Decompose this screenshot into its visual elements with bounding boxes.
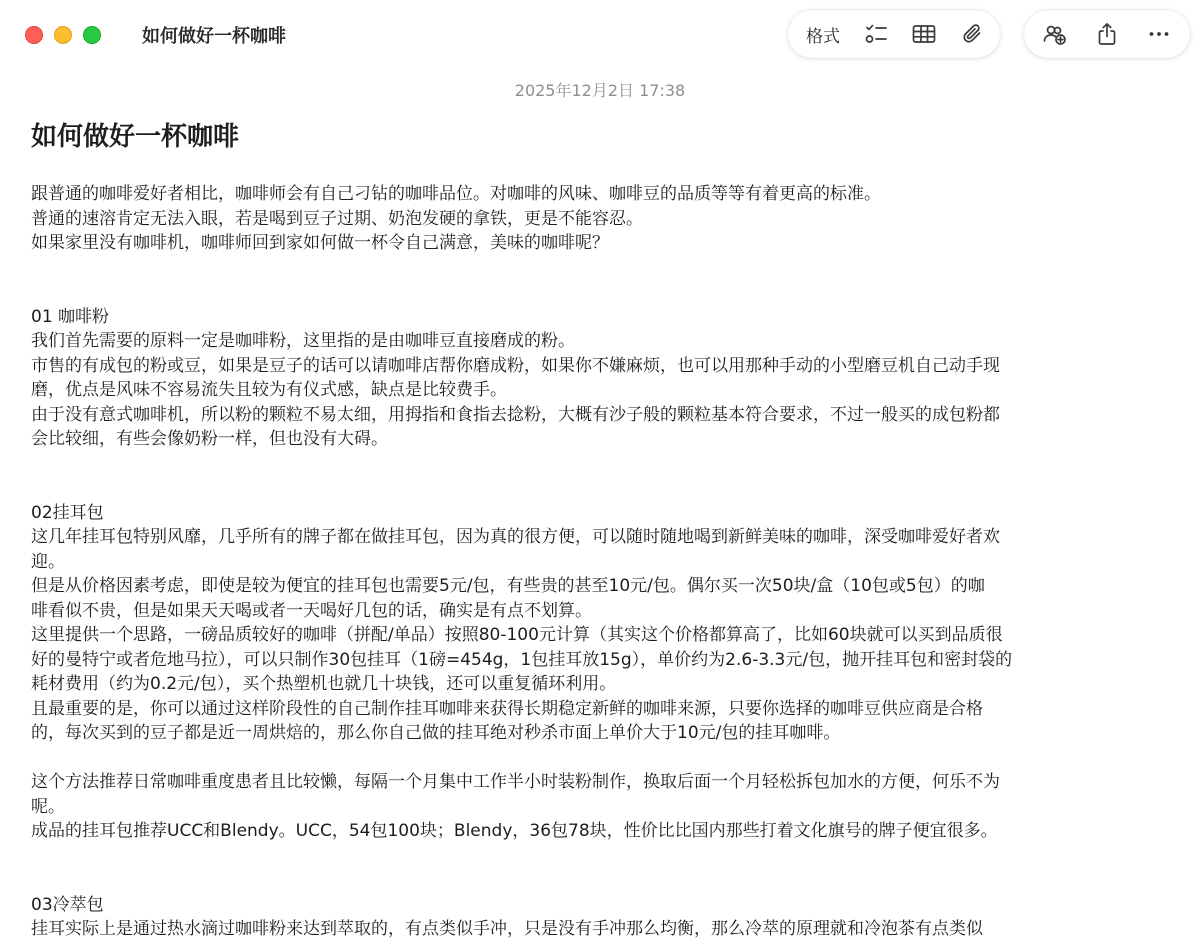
more-button[interactable] [1142, 17, 1176, 51]
toolbar-share-group [1024, 10, 1190, 58]
paragraph-line[interactable]: 耗材费用（约为0.2元/包），买个热塑机也就几十块钱，还可以重复循环利用。 [31, 674, 617, 694]
minimize-window-button[interactable] [54, 26, 72, 44]
collaborate-button[interactable] [1038, 17, 1072, 51]
section-heading[interactable]: 01 咖啡粉 [31, 306, 110, 327]
paragraph-line[interactable]: 且最重要的是，你可以通过这样阶段性的自己制作挂耳咖啡来获得长期稳定新鲜的咖啡来源，只要你选择的咖啡豆供应商是合格 [31, 698, 983, 719]
share-icon [1094, 21, 1120, 47]
attachment-icon [960, 21, 986, 47]
window-titlebar [0, 0, 1200, 68]
paragraph-line[interactable]: 这几年挂耳包特别风靡，几乎所有的牌子都在做挂耳包，因为真的很方便，可以随时随地喝到新鲜美味的咖啡，深受咖啡爱好者欢 [31, 527, 1000, 547]
paragraph-line[interactable]: 会比较细，有些会像奶粉一样，但也没有大碍。 [31, 429, 388, 449]
paragraph-line[interactable]: 但是从价格因素考虑，即使是较为便宜的挂耳包也需要5元/包，有些贵的甚至10元/包。偶尔买一次50块/盒（10包或5包）的咖 [31, 576, 985, 596]
paragraph-line[interactable]: 好的曼特宁或者危地马拉），可以只制作30包挂耳（1磅=454g，1包挂耳放15g），单价约为2.6-3.3元/包，抛开挂耳包和密封袋的 [31, 649, 1013, 670]
note-timestamp: 2025年12月2日 17:38 [514, 81, 686, 100]
collaborate-icon [1042, 21, 1068, 47]
note-title[interactable]: 如何做好一杯咖啡 [31, 122, 240, 152]
paragraph-line[interactable]: 呢。 [31, 796, 65, 817]
paragraph-line[interactable]: 挂耳实际上是通过热水滴过咖啡粉来达到萃取的，有点类似手冲，只是没有手冲那么均衡，那么冷萃的原理就和冷泡茶有点类似 [31, 919, 983, 939]
paragraph-line[interactable]: 由于没有意式咖啡机，所以粉的颗粒不易太细，用拇指和食指去捻粉，大概有沙子般的颗粒基本符合要求，不过一般买的成包粉都 [31, 404, 1000, 425]
paragraph-line[interactable]: 成品的挂耳包推荐UCC和Blendy。UCC，54包100块；Blendy，36包78块，性价比比国内那些打着文化旗号的牌子便宜很多。 [31, 821, 998, 841]
paragraph-line[interactable]: 市售的有成包的粉或豆，如果是豆子的话可以请咖啡店帮你磨成粉，如果你不嫌麻烦，也可以用那种手动的小型磨豆机自己动手现 [31, 355, 1000, 376]
checklist-button[interactable] [859, 17, 893, 51]
paragraph-line[interactable]: 这里提供一个思路，一磅品质较好的咖啡（拼配/单品）按照80-100元计算（其实这个价格都算高了，比如60块就可以买到品质很 [31, 625, 1003, 645]
paragraph-line[interactable]: 啡看似不贵，但是如果天天喝或者一天喝好几包的话，确实是有点不划算。 [31, 600, 592, 621]
intro-line[interactable]: 如果家里没有咖啡机，咖啡师回到家如何做一杯令自己满意，美味的咖啡呢？ [31, 233, 609, 253]
note-editor[interactable] [31, 118, 1171, 942]
section-heading[interactable]: 03冷萃包 [31, 894, 104, 915]
format-button[interactable] [802, 17, 844, 51]
checklist-icon [863, 21, 889, 47]
table-button[interactable] [907, 17, 941, 51]
attachment-button[interactable] [956, 17, 990, 51]
traffic-lights [25, 26, 101, 44]
paragraph-line[interactable]: 我们首先需要的原料一定是咖啡粉，这里指的是由咖啡豆直接磨成的粉。 [31, 331, 575, 351]
zoom-window-button[interactable] [83, 26, 101, 44]
paragraph-line[interactable]: 磨，优点是风味不容易流失且较为有仪式感，缺点是比较费手。 [31, 380, 507, 400]
share-button[interactable] [1090, 17, 1124, 51]
paragraph-line[interactable]: 这个方法推荐日常咖啡重度患者且比较懒，每隔一个月集中工作半小时装粉制作，换取后面一个月轻松拆包加水的方便，何乐不为 [31, 772, 1000, 792]
paragraph-line[interactable]: 的，每次买到的豆子都是近一周烘焙的，那么你自己做的挂耳绝对秒杀市面上单价大于10元/包的挂耳咖啡。 [31, 723, 841, 743]
paragraph-line[interactable]: 迎。 [31, 551, 65, 572]
section-heading[interactable]: 02挂耳包 [31, 502, 104, 523]
intro-line[interactable]: 跟普通的咖啡爱好者相比，咖啡师会有自己刁钻的咖啡品位。对咖啡的风味、咖啡豆的品质等等有着更高的标准。 [31, 184, 881, 204]
close-window-button[interactable] [25, 26, 43, 44]
more-icon [1146, 21, 1172, 47]
intro-line[interactable]: 普通的速溶肯定无法入眼，若是喝到豆子过期、奶泡发硬的拿铁，更是不能容忍。 [31, 208, 643, 229]
table-icon [911, 21, 937, 47]
toolbar-format-group [788, 10, 1000, 58]
format-button-label: 格式 [806, 26, 840, 47]
window-title: 如何做好一杯咖啡 [142, 26, 286, 47]
